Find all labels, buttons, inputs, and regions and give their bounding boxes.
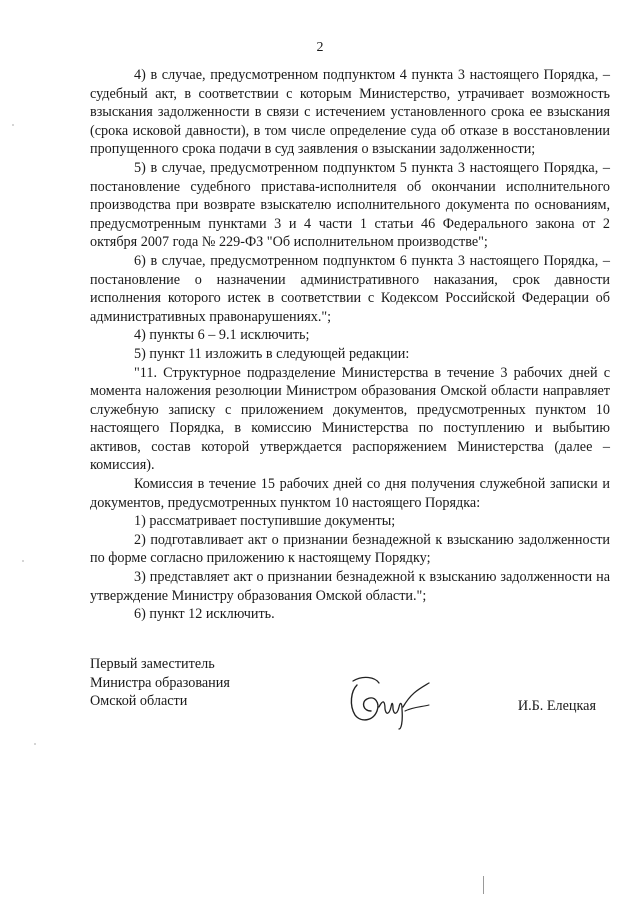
document-body	[90, 66, 610, 624]
paragraph-commission: Комиссия в течение 15 рабочих дней со дня получения служебной записки и документов, предусмотренных пунктом 10 настоящего Порядка:	[90, 476, 610, 511]
signatory-title	[90, 655, 330, 711]
signatory-title-line: Первый заместитель	[90, 656, 215, 672]
paragraph-exclude-points-6-9: 4) пункты 6 – 9.1 исключить;	[134, 327, 310, 344]
paragraph-item-5-subpoint-5: 5) в случае, предусмотренном подпунктом 5 пункта 3 настоящего Порядка, – постановление судебного пристава-исполнителя об окончании исполнительного производства при возврате взыскателю исполнительного документа по основаниям, предусмотренным пунктами 3 и 4 части 1 статьи 46 Федерального закона от 2 октября 2007 года № 229-ФЗ "Об исполнительном производстве";	[90, 159, 610, 251]
signatory-title-line: Министра образования	[90, 674, 230, 691]
scan-speck	[12, 124, 14, 126]
signature-block	[90, 655, 610, 735]
paragraph-commission-step-3: 3) представляет акт о признании безнадежной к взысканию задолженности на утверждение Министру образования Омской области.";	[90, 569, 610, 604]
signatory-name: И.Б. Елецкая	[517, 698, 596, 714]
scan-speck	[34, 743, 36, 745]
paragraph-item-6-subpoint-6: 6) в случае, предусмотренном подпунктом 6 пункта 3 настоящего Порядка, – постановление о назначении административного наказания, срок давности исполнения которого истек в соответствии с Кодексом Российской Федерации об административных правонарушениях.";	[90, 252, 610, 325]
scan-speck	[22, 560, 24, 562]
paragraph-exclude-point-12: 6) пункт 12 исключить.	[134, 606, 275, 623]
paragraph-commission-step-1: 1) рассматривает поступившие документы;	[134, 513, 396, 530]
scan-edge-mark	[483, 876, 484, 894]
paragraph-point-11-new-edition: 5) пункт 11 изложить в следующей редакции:	[134, 345, 410, 362]
page-number: 2	[316, 40, 324, 55]
paragraph-point-11-text: "11. Структурное подразделение Министерства в течение 3 рабочих дней с момента наложения резолюции Министром образования Омской области направляет служебную записку с приложением документов, предусмотренных пунктом 10 настоящего Порядка, в комиссию Министерства по поступлению и выбытию активов, состав которой утверждается распоряжением Министерства (далее – комиссия).	[90, 364, 610, 474]
signatory-title-line: Омской области	[90, 693, 188, 710]
handwritten-signature	[345, 671, 435, 731]
paragraph-commission-step-2: 2) подготавливает акт о признании безнадежной к взысканию задолженности по форме согласно приложению к настоящему Порядку;	[90, 531, 610, 567]
paragraph-item-4-subpoint-4: 4) в случае, предусмотренном подпунктом 4 пункта 3 настоящего Порядка, – судебный акт, в соответствии с которым Министерство, утрачивает возможность взыскания задолженности в связи с истечением установленного срока ее взыскания (срока исковой давности), в том числе определение суда об отказе в восстановлении пропущенного срока подачи в суд заявления о взыскании задолженности;	[90, 67, 610, 158]
